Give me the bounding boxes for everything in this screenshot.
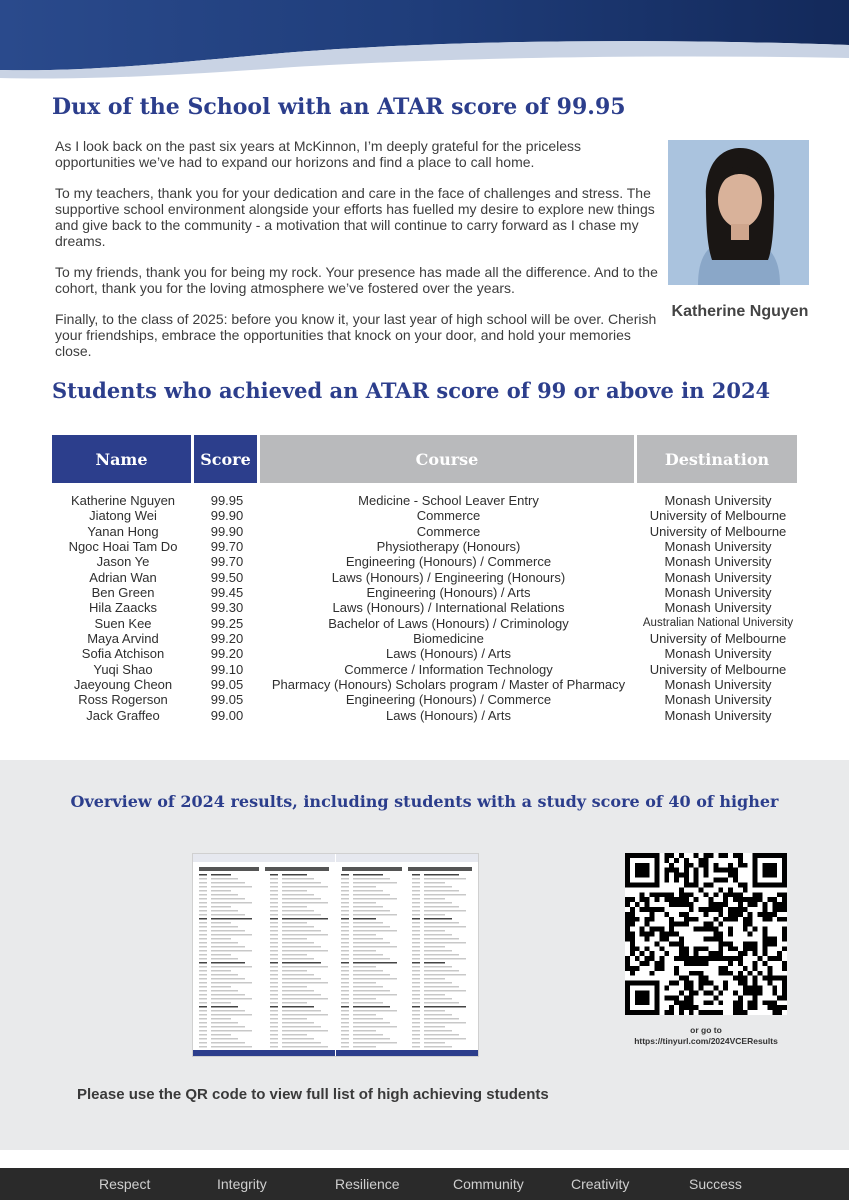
value-success: Success: [689, 1176, 742, 1192]
cell-course: Laws (Honours) / International Relations: [332, 600, 565, 616]
cell-name: Ben Green: [91, 585, 155, 601]
cell-destination: University of Melbourne: [649, 631, 787, 647]
cell-name: Ross Rogerson: [78, 692, 168, 708]
cell-destination: University of Melbourne: [649, 661, 787, 677]
cell-destination: Monash University: [664, 569, 772, 585]
cell-name: Jack Graffeo: [86, 707, 160, 723]
cell-score: 99.10: [210, 661, 244, 677]
speech-paragraph: Finally, to the class of 2025: before you know it, your last year of high school will be over. Cherish your friendships, embrace the opportunities that knock on your door, and hold your memories close.: [55, 311, 657, 359]
cell-name: Sofia Atchison: [81, 646, 165, 662]
cell-course: Engineering (Honours) / Commerce: [345, 554, 552, 570]
results-table: [52, 493, 802, 723]
speech-paragraph: As I look back on the past six years at McKinnon, I’m deeply grateful for the priceless opportunities we’ve had to expand our horizons and find a place to call home.: [55, 138, 582, 170]
column-header-score: Score: [194, 435, 257, 483]
cell-name: Adrian Wan: [89, 569, 157, 585]
dux-speech: [55, 138, 665, 374]
cell-course: Commerce: [416, 508, 481, 524]
header-wave-banner: [0, 0, 849, 100]
cell-destination: Australian National University: [642, 616, 794, 629]
cell-name: Hila Zaacks: [89, 600, 157, 616]
qr-url-link[interactable]: https://tinyurl.com/2024VCEResults: [634, 1036, 778, 1046]
cell-name: Maya Arvind: [87, 631, 159, 647]
cell-name: Jaeyoung Cheon: [73, 677, 173, 693]
qr-instruction: Please use the QR code to view full list of high achieving students: [77, 1086, 549, 1103]
table-row: [52, 646, 802, 661]
cell-score: 99.70: [210, 554, 244, 570]
cell-score: 99.45: [210, 585, 244, 601]
cell-destination: Monash University: [664, 646, 772, 662]
cell-destination: University of Melbourne: [649, 523, 787, 539]
cell-course: Physiotherapy (Honours): [376, 539, 521, 555]
cell-name: Jason Ye: [96, 554, 150, 570]
cell-score: 99.90: [210, 508, 244, 524]
cell-destination: Monash University: [664, 493, 772, 508]
cell-score: 99.05: [210, 692, 244, 708]
table-row: [52, 677, 802, 692]
cell-score: 99.50: [210, 569, 244, 585]
cell-destination: University of Melbourne: [649, 508, 787, 524]
cell-score: 99.95: [210, 493, 244, 508]
cell-course: Bachelor of Laws (Honours) / Criminology: [328, 615, 569, 631]
cell-name: Yanan Hong: [87, 523, 159, 539]
values-footer: [0, 1168, 849, 1200]
table-row: [52, 708, 802, 723]
qr-note: [600, 1025, 812, 1047]
cell-course: Commerce / Information Technology: [344, 661, 553, 677]
dux-heading: Dux of the School with an ATAR score of 99.95: [52, 94, 626, 120]
cell-course: Laws (Honours) / Arts: [386, 646, 511, 662]
table-row: [52, 493, 802, 508]
cell-destination: Monash University: [664, 707, 772, 723]
cell-course: Laws (Honours) / Arts: [386, 707, 511, 723]
cell-course: Pharmacy (Honours) Scholars program / Master of Pharmacy: [271, 677, 626, 693]
cell-name: Suen Kee: [94, 615, 152, 631]
table-heading: Students who achieved an ATAR score of 99 or above in 2024: [52, 378, 771, 403]
cell-name: Katherine Nguyen: [70, 493, 176, 508]
value-community: Community: [453, 1176, 524, 1192]
column-header-destination: Destination: [637, 435, 797, 483]
student-portrait-photo: [668, 140, 809, 285]
table-row: [52, 508, 802, 523]
cell-score: 99.20: [210, 631, 244, 647]
table-row: [52, 631, 802, 646]
table-row: [52, 662, 802, 677]
cell-name: Ngoc Hoai Tam Do: [68, 539, 178, 555]
cell-name: Jiatong Wei: [89, 508, 157, 524]
cell-name: Yuqi Shao: [93, 661, 153, 677]
cell-destination: Monash University: [664, 585, 772, 601]
value-respect: Respect: [99, 1176, 151, 1192]
results-document-thumbnail[interactable]: [192, 853, 479, 1057]
cell-destination: Monash University: [664, 539, 772, 555]
table-row: [52, 585, 802, 600]
table-row: [52, 554, 802, 569]
cell-score: 99.00: [210, 707, 244, 723]
cell-destination: Monash University: [664, 677, 772, 693]
table-row: [52, 600, 802, 615]
cell-destination: Monash University: [664, 554, 772, 570]
table-row: [52, 539, 802, 554]
results-qr-code[interactable]: [625, 853, 787, 1015]
cell-score: 99.05: [210, 677, 244, 693]
cell-course: Commerce: [416, 523, 481, 539]
cell-score: 99.90: [210, 523, 244, 539]
speech-paragraph: To my teachers, thank you for your dedication and care in the face of challenges and stress. The supportive school environment alongside your efforts has fuelled my desire to explore new things and give back to the community - a motivation that will continue to carry forward as I chase my dreams.: [55, 185, 655, 249]
table-row: [52, 570, 802, 585]
value-integrity: Integrity: [217, 1176, 267, 1192]
cell-score: 99.25: [210, 615, 244, 631]
cell-course: Engineering (Honours) / Commerce: [345, 692, 552, 708]
cell-score: 99.30: [210, 600, 244, 616]
speech-paragraph: To my friends, thank you for being my rock. Your presence has made all the difference. And to the cohort, thank you for the loving atmosphere we’ve fostered over the years.: [55, 264, 658, 296]
cell-score: 99.70: [210, 539, 244, 555]
value-creativity: Creativity: [571, 1176, 630, 1192]
table-row: [52, 692, 802, 707]
table-row: [52, 616, 802, 631]
qr-note-line: or go to: [690, 1025, 722, 1035]
cell-destination: Monash University: [664, 692, 772, 708]
value-resilience: Resilience: [335, 1176, 400, 1192]
cell-course: Medicine - School Leaver Entry: [358, 493, 539, 508]
overview-heading: Overview of 2024 results, including students with a study score of 40 of higher: [70, 792, 779, 811]
cell-course: Laws (Honours) / Engineering (Honours): [331, 569, 566, 585]
table-row: [52, 524, 802, 539]
cell-destination: Monash University: [664, 600, 772, 616]
column-header-course: Course: [260, 435, 634, 483]
portrait-illustration: [668, 140, 809, 285]
column-header-name: Name: [52, 435, 191, 483]
cell-course: Engineering (Honours) / Arts: [366, 585, 531, 601]
cell-score: 99.20: [210, 646, 244, 662]
portrait-caption: Katherine Nguyen: [671, 303, 809, 320]
cell-course: Biomedicine: [413, 631, 484, 647]
